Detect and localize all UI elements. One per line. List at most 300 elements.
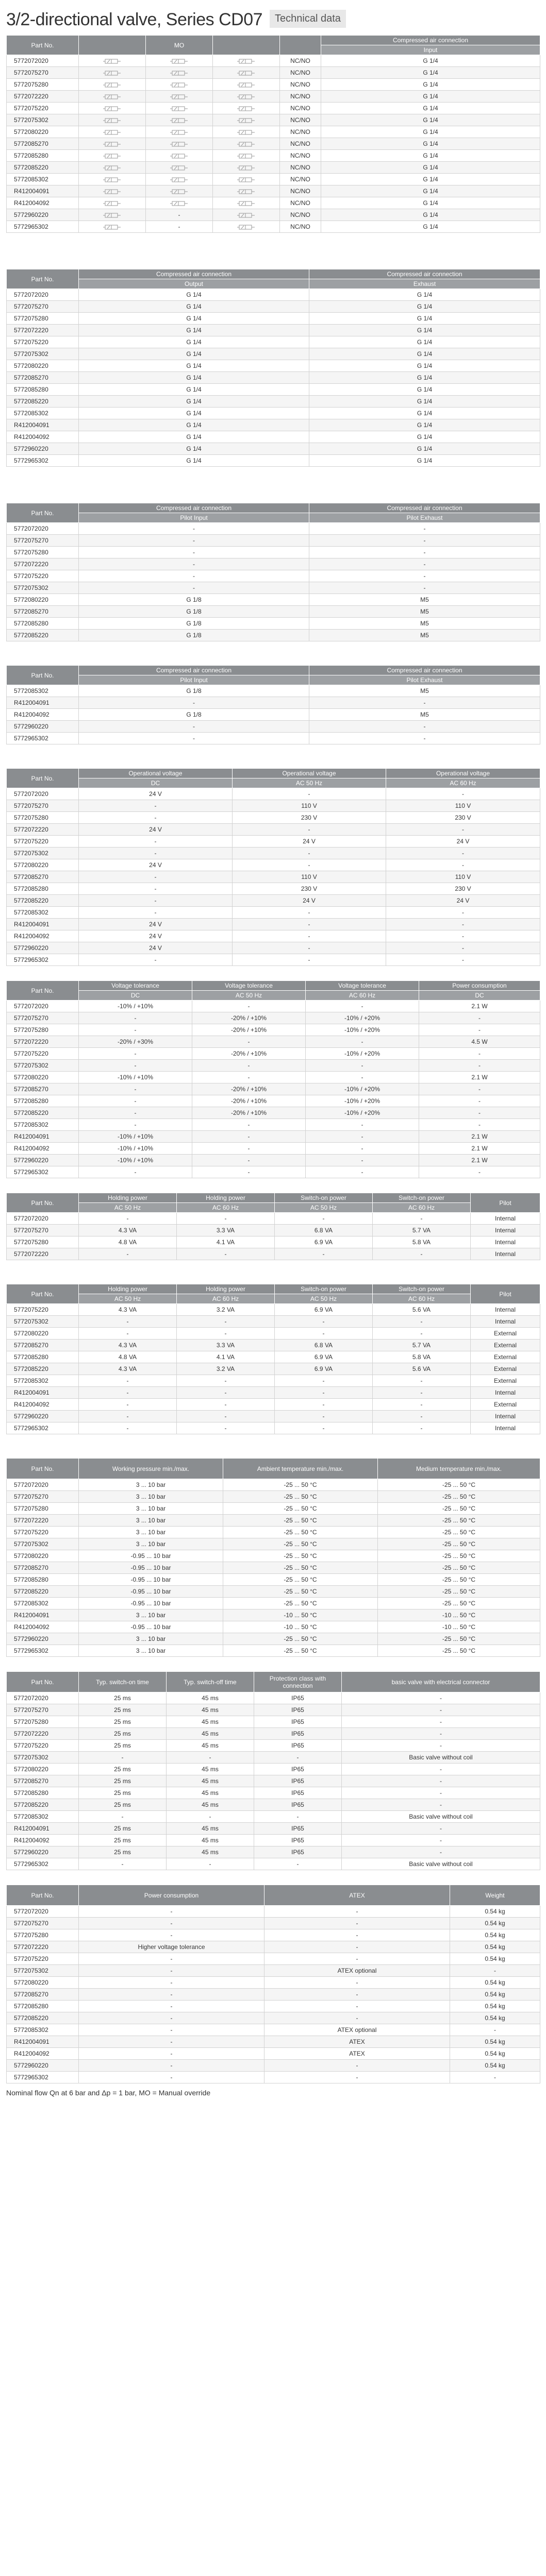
table-row: [7, 824, 540, 836]
part-number-cell: 5772085220: [7, 895, 79, 907]
valve-symbol-cell: [79, 126, 146, 138]
table-row: [7, 1775, 540, 1787]
switch-off-time-cell: 45 ms: [167, 1799, 254, 1811]
part-number-cell: R412004092: [7, 2048, 79, 2060]
switch-on-ac50-cell: -: [275, 1316, 373, 1328]
part-number-cell: 5772075280: [7, 1503, 79, 1515]
col-subheader-ac50: AC 50 Hz: [192, 991, 306, 1001]
switch-on-ac50-cell: -: [275, 1387, 373, 1399]
part-number-cell: 5772085220: [7, 1107, 79, 1119]
voltage-dc-cell: -: [79, 895, 233, 907]
col-header-symbol: [79, 36, 146, 55]
part-number-cell: R412004092: [7, 1621, 79, 1633]
switch-on-time-cell: 25 ms: [79, 1740, 167, 1752]
table-row: [7, 1977, 540, 1989]
switch-on-time-cell: 25 ms: [79, 1799, 167, 1811]
col-header-pilot: Pilot: [471, 1284, 540, 1304]
part-number-cell: 5772075302: [7, 1538, 79, 1550]
pilot-input-cell: -: [79, 523, 309, 535]
part-number-cell: 5772072220: [7, 824, 79, 836]
medium-temperature-cell: -10 ... 50 °C: [378, 1609, 540, 1621]
table-row: [7, 859, 540, 871]
input-connection-cell: G 1/4: [321, 162, 540, 174]
table-row: [7, 1036, 540, 1048]
table-row: [7, 1363, 540, 1375]
manual-override-icon: [170, 94, 189, 100]
manual-override-icon: [170, 153, 189, 159]
basic-valve-cell: -: [342, 1775, 540, 1787]
voltage-ac60-cell: -: [386, 788, 540, 800]
manual-override-cell: [146, 55, 213, 67]
protection-class-cell: IP65: [254, 1692, 342, 1704]
ambient-temperature-cell: -25 ... 50 °C: [223, 1645, 378, 1657]
col-header-holding-power: Holding power: [79, 1193, 177, 1203]
valve-symbol-cell: [79, 221, 146, 233]
table-row: [7, 907, 540, 919]
page-header: [6, 5, 540, 30]
basic-valve-cell: -: [342, 1764, 540, 1775]
part-number-cell: 5772085280: [7, 1351, 79, 1363]
part-number-cell: 5772080220: [7, 594, 79, 606]
table-row: [7, 1716, 540, 1728]
valve-symbol-icon: [103, 106, 122, 112]
table-row: [7, 1236, 540, 1248]
table-row: [7, 1811, 540, 1823]
power-dc-cell: -: [419, 1095, 540, 1107]
part-number-cell: 5772085270: [7, 138, 79, 150]
ambient-temperature-cell: -25 ... 50 °C: [223, 1550, 378, 1562]
col-header-power-consumption: Power consumption: [79, 1885, 264, 1906]
valve-symbol-icon: [103, 177, 122, 183]
voltage-ac50-cell: 230 V: [233, 812, 386, 824]
normal-position-cell: NC/NO: [280, 185, 321, 197]
input-connection-cell: G 1/4: [321, 209, 540, 221]
manual-override-cell: [146, 114, 213, 126]
pilot-cell: External: [471, 1363, 540, 1375]
table-row: [7, 1503, 540, 1515]
table-row: [7, 1143, 540, 1155]
table-row: [7, 1119, 540, 1131]
holding-ac60-cell: -: [177, 1248, 275, 1260]
ambient-temperature-cell: -10 ... 50 °C: [223, 1609, 378, 1621]
medium-temperature-cell: -25 ... 50 °C: [378, 1479, 540, 1491]
manual-override-icon: [170, 129, 189, 135]
exhaust-cell: G 1/4: [309, 455, 540, 467]
tolerance-ac50-cell: -: [192, 1166, 306, 1178]
table-output-exhaust: [6, 269, 540, 467]
pilot-input-cell: G 1/8: [79, 606, 309, 618]
input-connection-cell: G 1/4: [321, 79, 540, 91]
table-row: [7, 1213, 540, 1225]
basic-valve-cell: -: [342, 1823, 540, 1835]
voltage-ac50-cell: -: [233, 859, 386, 871]
col-header-part-no: Part No.: [7, 1193, 79, 1213]
switch-on-ac50-cell: -: [275, 1375, 373, 1387]
pilot-input-cell: -: [79, 733, 309, 744]
pilot-input-cell: -: [79, 697, 309, 709]
col-header-compressed-air: Compressed air connection: [309, 666, 540, 675]
part-number-cell: 5772075220: [7, 103, 79, 114]
basic-valve-cell: Basic valve without coil: [342, 1752, 540, 1764]
part-number-cell: 5772960220: [7, 443, 79, 455]
part-number-cell: 5772075270: [7, 800, 79, 812]
exhaust-cell: G 1/4: [309, 419, 540, 431]
protection-class-cell: IP65: [254, 1787, 342, 1799]
part-number-cell: 5772075220: [7, 570, 79, 582]
pilot-input-cell: G 1/8: [79, 709, 309, 721]
table-row: [7, 301, 540, 313]
atex-cell: ATEX optional: [264, 1965, 450, 1977]
holding-ac50-cell: -: [79, 1213, 177, 1225]
col-header-part-no: Part No.: [7, 981, 79, 1001]
medium-temperature-cell: -10 ... 50 °C: [378, 1621, 540, 1633]
table-row: [7, 1399, 540, 1411]
holding-ac50-cell: -: [79, 1411, 177, 1422]
medium-temperature-cell: -25 ... 50 °C: [378, 1562, 540, 1574]
pilot-cell: External: [471, 1375, 540, 1387]
tolerance-ac50-cell: -: [192, 1072, 306, 1083]
table-row: [7, 1846, 540, 1858]
col-subheader-pilot-exhaust: Pilot Exhaust: [309, 513, 540, 523]
switch-off-time-cell: 45 ms: [167, 1835, 254, 1846]
power-consumption-cell: -: [79, 2060, 264, 2072]
output-cell: G 1/4: [79, 372, 309, 384]
pilot-exhaust-cell: -: [309, 582, 540, 594]
manual-override-icon: [170, 189, 189, 195]
col-subheader-ac50: AC 50 Hz: [275, 1203, 373, 1213]
col-subheader-ac50: AC 50 Hz: [233, 778, 386, 788]
table-row: [7, 1048, 540, 1060]
ambient-temperature-cell: -25 ... 50 °C: [223, 1562, 378, 1574]
switch-off-time-cell: -: [167, 1752, 254, 1764]
medium-temperature-cell: -25 ... 50 °C: [378, 1491, 540, 1503]
voltage-dc-cell: 24 V: [79, 859, 233, 871]
atex-cell: ATEX: [264, 2048, 450, 2060]
actuator-symbol-cell: [213, 79, 280, 91]
switch-on-ac50-cell: 6.9 VA: [275, 1236, 373, 1248]
valve-symbol-cell: [79, 150, 146, 162]
part-number-cell: 5772965302: [7, 455, 79, 467]
ambient-temperature-cell: -25 ... 50 °C: [223, 1503, 378, 1515]
power-consumption-cell: -: [79, 2012, 264, 2024]
table-row: [7, 372, 540, 384]
table-row: [7, 1072, 540, 1083]
pilot-exhaust-cell: M5: [309, 618, 540, 630]
part-number-cell: 5772965302: [7, 1645, 79, 1657]
holding-ac50-cell: 4.3 VA: [79, 1340, 177, 1351]
table-row: [7, 2012, 540, 2024]
voltage-ac60-cell: -: [386, 954, 540, 966]
table-row: [7, 103, 540, 114]
tolerance-ac60-cell: -10% / +20%: [306, 1048, 419, 1060]
valve-symbol-cell: [79, 103, 146, 114]
part-number-cell: 5772072020: [7, 1213, 79, 1225]
switch-on-time-cell: 25 ms: [79, 1823, 167, 1835]
part-number-cell: 5772965302: [7, 1858, 79, 1870]
actuator-symbol-cell: [213, 138, 280, 150]
protection-class-cell: IP65: [254, 1740, 342, 1752]
voltage-ac50-cell: -: [233, 954, 386, 966]
table-row: [7, 162, 540, 174]
manual-override-icon: [170, 165, 189, 171]
tolerance-ac60-cell: -10% / +20%: [306, 1024, 419, 1036]
part-number-cell: 5772080220: [7, 1550, 79, 1562]
col-header-type: [280, 36, 321, 55]
switch-on-ac60-cell: 5.6 VA: [373, 1304, 471, 1316]
table-row: [7, 1248, 540, 1260]
table-row: [7, 1586, 540, 1598]
pilot-exhaust-cell: M5: [309, 685, 540, 697]
tolerance-ac50-cell: -20% / +10%: [192, 1095, 306, 1107]
table-pilot-b: [6, 665, 540, 744]
valve-symbol-icon: [103, 129, 122, 135]
switch-on-ac60-cell: -: [373, 1399, 471, 1411]
valve-symbol-cell: [79, 138, 146, 150]
part-number-cell: 5772075220: [7, 336, 79, 348]
protection-class-cell: -: [254, 1858, 342, 1870]
col-header-switch-on-power: Switch-on power: [275, 1284, 373, 1294]
medium-temperature-cell: -25 ... 50 °C: [378, 1586, 540, 1598]
power-consumption-cell: -: [79, 2048, 264, 2060]
medium-temperature-cell: -25 ... 50 °C: [378, 1503, 540, 1515]
table-row: [7, 138, 540, 150]
table-input-connection: [6, 35, 540, 233]
part-number-cell: R412004091: [7, 697, 79, 709]
table-row: [7, 360, 540, 372]
actuator-symbol-icon: [237, 153, 256, 159]
switch-off-time-cell: 45 ms: [167, 1775, 254, 1787]
col-subheader-ac60: AC 60 Hz: [386, 778, 540, 788]
col-subheader-input: Input: [321, 45, 540, 55]
col-subheader-ac50: AC 50 Hz: [79, 1294, 177, 1304]
part-number-cell: 5772960220: [7, 1633, 79, 1645]
part-number-cell: 5772072020: [7, 523, 79, 535]
pilot-cell: External: [471, 1399, 540, 1411]
part-number-cell: 5772075302: [7, 1752, 79, 1764]
actuator-symbol-cell: [213, 103, 280, 114]
valve-symbol-cell: [79, 91, 146, 103]
table-row: [7, 1155, 540, 1166]
table-row: [7, 1060, 540, 1072]
valve-symbol-icon: [103, 165, 122, 171]
exhaust-cell: G 1/4: [309, 384, 540, 396]
part-number-cell: 5772075270: [7, 1704, 79, 1716]
part-number-cell: R412004091: [7, 1823, 79, 1835]
input-connection-cell: G 1/4: [321, 55, 540, 67]
table-power-b: [6, 1284, 540, 1434]
normal-position-cell: NC/NO: [280, 197, 321, 209]
part-number-cell: 5772085270: [7, 1083, 79, 1095]
table-row: [7, 431, 540, 443]
medium-temperature-cell: -25 ... 50 °C: [378, 1527, 540, 1538]
pilot-cell: Internal: [471, 1422, 540, 1434]
holding-ac50-cell: -: [79, 1422, 177, 1434]
tolerance-ac60-cell: -10% / +20%: [306, 1095, 419, 1107]
switch-off-time-cell: 45 ms: [167, 1846, 254, 1858]
table-row: [7, 697, 540, 709]
atex-cell: -: [264, 2012, 450, 2024]
col-subheader-ac60: AC 60 Hz: [373, 1203, 471, 1213]
table-row: [7, 55, 540, 67]
table-row: [7, 408, 540, 419]
ambient-temperature-cell: -25 ... 50 °C: [223, 1598, 378, 1609]
table-row: [7, 455, 540, 467]
part-number-cell: R412004092: [7, 1399, 79, 1411]
table-row: [7, 1858, 540, 1870]
normal-position-cell: NC/NO: [280, 114, 321, 126]
tolerance-dc-cell: -: [79, 1024, 192, 1036]
medium-temperature-cell: -25 ... 50 °C: [378, 1633, 540, 1645]
part-number-cell: 5772075280: [7, 1236, 79, 1248]
voltage-ac60-cell: 110 V: [386, 800, 540, 812]
voltage-ac60-cell: 230 V: [386, 812, 540, 824]
part-number-cell: 5772960220: [7, 2060, 79, 2072]
tolerance-ac50-cell: -20% / +10%: [192, 1024, 306, 1036]
table-row: [7, 197, 540, 209]
pilot-exhaust-cell: M5: [309, 630, 540, 641]
col-header-part-no: Part No.: [7, 1284, 79, 1304]
switch-off-time-cell: -: [167, 1811, 254, 1823]
switch-on-ac60-cell: -: [373, 1411, 471, 1422]
part-number-cell: 5772075302: [7, 114, 79, 126]
actuator-symbol-cell: [213, 55, 280, 67]
part-number-cell: 5772072220: [7, 91, 79, 103]
table-row: [7, 930, 540, 942]
col-subheader-ac60: AC 60 Hz: [177, 1294, 275, 1304]
col-header-voltage-dc: Operational voltage: [79, 769, 233, 778]
actuator-symbol-icon: [237, 224, 256, 230]
pilot-cell: Internal: [471, 1304, 540, 1316]
table-row: [7, 594, 540, 606]
atex-cell: ATEX optional: [264, 2024, 450, 2036]
table-row: [7, 733, 540, 744]
valve-symbol-cell: [79, 209, 146, 221]
part-number-cell: R412004092: [7, 930, 79, 942]
table-row: [7, 1387, 540, 1399]
part-number-cell: 5772072020: [7, 1001, 79, 1012]
actuator-symbol-cell: [213, 185, 280, 197]
col-header-symbol-2: [213, 36, 280, 55]
voltage-ac60-cell: -: [386, 848, 540, 859]
switch-off-time-cell: 45 ms: [167, 1692, 254, 1704]
pilot-exhaust-cell: M5: [309, 594, 540, 606]
col-header-voltage-ac60: Operational voltage: [386, 769, 540, 778]
part-number-cell: 5772080220: [7, 1328, 79, 1340]
part-number-cell: R412004091: [7, 1131, 79, 1143]
weight-cell: 0.54 kg: [450, 1989, 540, 2001]
actuator-symbol-cell: [213, 67, 280, 79]
ambient-temperature-cell: -10 ... 50 °C: [223, 1621, 378, 1633]
voltage-ac50-cell: -: [233, 907, 386, 919]
part-number-cell: 5772075220: [7, 1740, 79, 1752]
part-number-cell: 5772085270: [7, 372, 79, 384]
table-row: [7, 2060, 540, 2072]
atex-cell: -: [264, 1906, 450, 1918]
working-pressure-cell: 3 ... 10 bar: [79, 1503, 223, 1515]
table-row: [7, 547, 540, 558]
exhaust-cell: G 1/4: [309, 360, 540, 372]
switch-on-ac60-cell: 5.7 VA: [373, 1340, 471, 1351]
atex-cell: ATEX: [264, 2036, 450, 2048]
table-row: [7, 1422, 540, 1434]
actuator-symbol-cell: [213, 126, 280, 138]
table-row: [7, 618, 540, 630]
manual-override-cell: [146, 103, 213, 114]
manual-override-cell: [146, 197, 213, 209]
working-pressure-cell: -0.95 ... 10 bar: [79, 1586, 223, 1598]
table-row: [7, 788, 540, 800]
tolerance-dc-cell: -: [79, 1083, 192, 1095]
exhaust-cell: G 1/4: [309, 301, 540, 313]
tolerance-dc-cell: -: [79, 1119, 192, 1131]
exhaust-cell: G 1/4: [309, 408, 540, 419]
power-dc-cell: -: [419, 1107, 540, 1119]
voltage-ac50-cell: -: [233, 824, 386, 836]
ambient-temperature-cell: -25 ... 50 °C: [223, 1538, 378, 1550]
holding-ac60-cell: -: [177, 1422, 275, 1434]
holding-ac60-cell: 3.2 VA: [177, 1304, 275, 1316]
valve-symbol-icon: [103, 200, 122, 207]
switch-on-ac60-cell: -: [373, 1422, 471, 1434]
switch-off-time-cell: -: [167, 1858, 254, 1870]
table-row: [7, 558, 540, 570]
voltage-ac50-cell: 24 V: [233, 895, 386, 907]
actuator-symbol-cell: [213, 150, 280, 162]
pilot-input-cell: -: [79, 535, 309, 547]
switch-on-ac50-cell: -: [275, 1328, 373, 1340]
holding-ac50-cell: -: [79, 1248, 177, 1260]
power-dc-cell: 2.1 W: [419, 1131, 540, 1143]
output-cell: G 1/4: [79, 384, 309, 396]
col-header-compressed-air: Compressed air connection: [309, 269, 540, 279]
col-header-compressed-air: Compressed air connection: [79, 269, 309, 279]
input-connection-cell: G 1/4: [321, 126, 540, 138]
table-row: [7, 1351, 540, 1363]
output-cell: G 1/4: [79, 325, 309, 336]
protection-class-cell: IP65: [254, 1716, 342, 1728]
col-header-part-no: Part No.: [7, 1459, 79, 1479]
exhaust-cell: G 1/4: [309, 431, 540, 443]
table-row: [7, 709, 540, 721]
power-consumption-cell: -: [79, 2024, 264, 2036]
switch-on-time-cell: 25 ms: [79, 1728, 167, 1740]
table-row: [7, 1131, 540, 1143]
table-row: [7, 1538, 540, 1550]
switch-on-ac60-cell: -: [373, 1248, 471, 1260]
input-connection-cell: G 1/4: [321, 221, 540, 233]
actuator-symbol-icon: [237, 106, 256, 112]
part-number-cell: 5772075270: [7, 535, 79, 547]
table-row: [7, 174, 540, 185]
actuator-symbol-icon: [237, 189, 256, 195]
part-number-cell: R412004091: [7, 185, 79, 197]
voltage-dc-cell: 24 V: [79, 930, 233, 942]
table-switching-times: [6, 1671, 540, 1870]
power-dc-cell: -: [419, 1083, 540, 1095]
table-row: [7, 419, 540, 431]
weight-cell: 0.54 kg: [450, 1906, 540, 1918]
switch-off-time-cell: 45 ms: [167, 1716, 254, 1728]
part-number-cell: 5772075270: [7, 301, 79, 313]
manual-override-cell: [146, 185, 213, 197]
switch-on-time-cell: -: [79, 1752, 167, 1764]
col-header-mo: MO: [146, 36, 213, 55]
table-operational-voltage: [6, 768, 540, 966]
actuator-symbol-icon: [237, 70, 256, 76]
part-number-cell: 5772072220: [7, 1728, 79, 1740]
pilot-cell: Internal: [471, 1248, 540, 1260]
power-dc-cell: -: [419, 1119, 540, 1131]
